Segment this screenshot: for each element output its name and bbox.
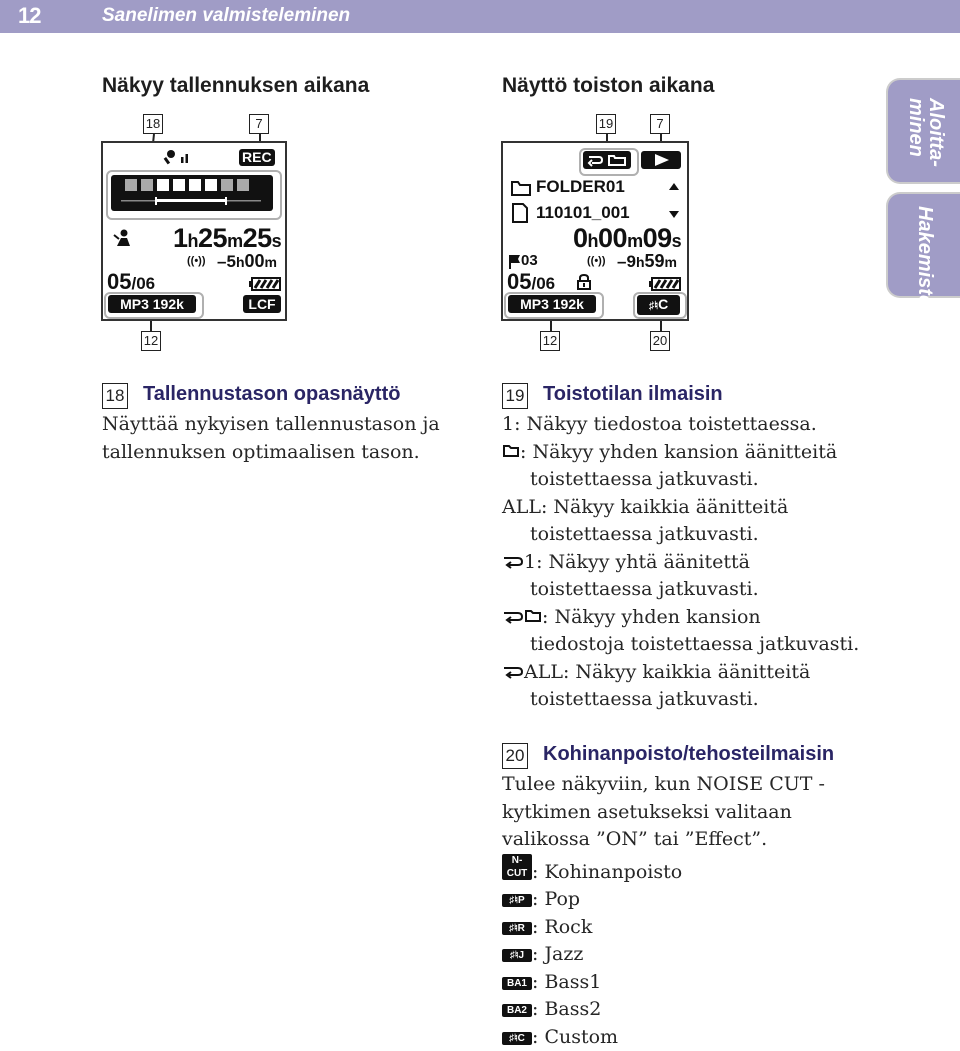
callout-18: 18 bbox=[143, 114, 163, 134]
file-name: 110101_001 bbox=[536, 203, 630, 223]
eq-custom-icon: ♯♮C bbox=[502, 1032, 532, 1045]
scene-icon bbox=[113, 229, 133, 247]
level-meter bbox=[111, 175, 273, 211]
list-item: BA1 : Bass1 bbox=[502, 969, 892, 997]
section-number-18: 18 bbox=[102, 383, 128, 409]
format-indicator: MP3 192k bbox=[508, 295, 596, 313]
track-counter: 05/06 bbox=[107, 270, 155, 296]
callout-7: 7 bbox=[650, 114, 670, 134]
list-item: ALL: Näkyy kaikkia äänitteitä toistettaessa jatkuvasti. bbox=[502, 659, 892, 714]
folder-icon bbox=[510, 179, 532, 197]
eq-rock-icon: ♯♮R bbox=[502, 922, 532, 935]
side-tab-label: Aloitta- minen bbox=[906, 98, 946, 167]
list-item: BA2 : Bass2 bbox=[502, 996, 892, 1024]
scroll-up-icon[interactable] bbox=[669, 183, 679, 191]
bass2-icon: BA2 bbox=[502, 1004, 532, 1017]
list-item: ♯♮R : Rock bbox=[502, 914, 892, 942]
rec-indicator: REC bbox=[239, 149, 275, 166]
section-number-20: 20 bbox=[502, 743, 528, 769]
folder-name: FOLDER01 bbox=[536, 177, 625, 197]
track-counter: 05/06 bbox=[507, 270, 555, 296]
battery-icon bbox=[249, 277, 281, 291]
list-item: : Näkyy yhden kansion tiedostoja toistettaessa jatkuvasti. bbox=[502, 604, 892, 659]
repeat-icon bbox=[502, 554, 524, 568]
remaining-time: –9h59m bbox=[617, 251, 677, 272]
eq-pop-icon: ♯♮P bbox=[502, 894, 532, 907]
list-item: 1: Näkyy yhtä äänitettä toistettaessa jatkuvasti. bbox=[502, 549, 892, 604]
track-mark-number: 03 bbox=[521, 252, 538, 270]
side-tab-hakemisto[interactable] bbox=[888, 194, 960, 296]
page-number: 12 bbox=[18, 3, 40, 29]
file-icon bbox=[511, 203, 529, 223]
callout-7: 7 bbox=[249, 114, 269, 134]
folder-icon bbox=[524, 609, 542, 623]
battery-icon bbox=[649, 277, 681, 291]
section-20-text: Tulee näkyviin, kun NOISE CUT - kytkimen asetukseksi valitaan valikossa ”ON” tai ”Effect”. N-CUT : Kohinanpoisto ♯♮P : Pop ♯♮R : Rock ♯♮J : Jazz BA1 : Bass1 BA2 : Bass2 ♯♮C : Custom bbox=[502, 771, 892, 1051]
lock-icon bbox=[577, 274, 591, 290]
elapsed-time: 1h25m25s bbox=[173, 223, 281, 256]
folder-icon bbox=[502, 444, 520, 458]
section-18-title: Tallennustason opasnäyttö bbox=[143, 383, 400, 406]
section-20-title: Kohinanpoisto/tehosteilmaisin bbox=[543, 743, 834, 766]
radio-wave-icon: ((•)) bbox=[187, 255, 206, 267]
side-tab-label: Hakemisto bbox=[915, 206, 935, 307]
callout-19: 19 bbox=[596, 114, 616, 134]
list-item: 1: Näkyy tiedostoa toistettaessa. bbox=[502, 411, 892, 439]
list-item: ♯♮J : Jazz bbox=[502, 941, 892, 969]
elapsed-time: 0h00m09s bbox=[573, 223, 681, 256]
callout-12: 12 bbox=[141, 331, 161, 351]
section-number-19: 19 bbox=[502, 383, 528, 409]
recording-panel-title: Näkyy tallennuksen aikana bbox=[102, 74, 369, 98]
recording-display bbox=[101, 141, 287, 321]
remaining-time: –5h00m bbox=[217, 251, 277, 272]
effect-indicator: ♯♮C bbox=[637, 295, 680, 315]
bass1-icon: BA1 bbox=[502, 977, 532, 990]
list-item: N-CUT : Kohinanpoisto bbox=[502, 854, 892, 887]
track-mark-icon bbox=[509, 254, 521, 270]
list-item: ♯♮P : Pop bbox=[502, 886, 892, 914]
playback-panel-title: Näyttö toiston aikana bbox=[502, 74, 714, 98]
callout-12: 12 bbox=[540, 331, 560, 351]
scroll-down-icon[interactable] bbox=[669, 211, 679, 219]
repeat-folder-icon bbox=[583, 151, 631, 169]
section-18-text: Näyttää nykyisen tallennustason ja tallennuksen optimaalisen tason. bbox=[102, 411, 462, 466]
repeat-icon bbox=[502, 609, 524, 623]
list-item: ALL: Näkyy kaikkia äänitteitä toistettaessa jatkuvasti. bbox=[502, 494, 892, 549]
callout-20: 20 bbox=[650, 331, 670, 351]
side-tab-aloittaminen[interactable] bbox=[888, 80, 960, 182]
list-item: ♯♮C : Custom bbox=[502, 1024, 892, 1051]
section-19-list bbox=[502, 411, 892, 714]
play-icon bbox=[641, 151, 681, 169]
playback-display bbox=[501, 141, 689, 321]
noise-cut-icon: N-CUT bbox=[502, 854, 532, 880]
section-19-title: Toistotilan ilmaisin bbox=[543, 383, 723, 406]
lcf-indicator: LCF bbox=[243, 295, 281, 313]
format-indicator: MP3 192k bbox=[108, 295, 196, 313]
mic-sensitivity-icon bbox=[165, 149, 191, 165]
eq-jazz-icon: ♯♮J bbox=[502, 949, 532, 962]
list-item: : Näkyy yhden kansion äänitteitä toistettaessa jatkuvasti. bbox=[502, 439, 892, 494]
repeat-icon bbox=[502, 664, 524, 678]
page-title: Sanelimen valmisteleminen bbox=[102, 5, 350, 27]
radio-wave-icon: ((•)) bbox=[587, 255, 606, 267]
equalizer-icon: ♯♮ bbox=[649, 300, 658, 312]
